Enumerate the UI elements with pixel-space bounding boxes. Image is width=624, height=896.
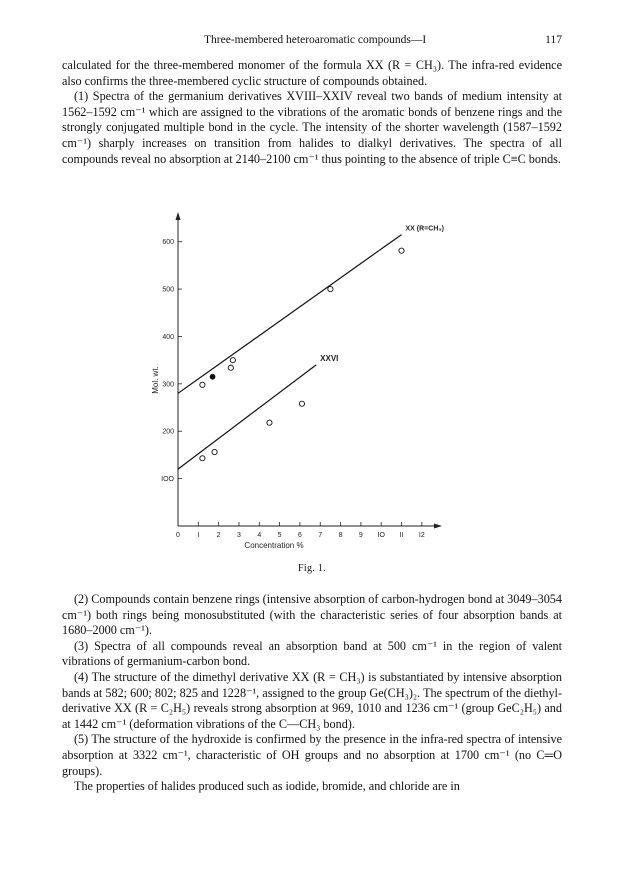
data-point	[399, 248, 404, 253]
bottom-text-block	[62, 592, 562, 795]
x-tick-label: 2	[216, 532, 221, 539]
data-point	[228, 365, 233, 370]
page-number: 117	[545, 34, 562, 46]
x-axis-label: Concentration %	[244, 541, 304, 548]
paragraph-benzene-rings: (2) Compounds contain benzene rings (intensive absorption of carbon-hydrogen bond at 3049–3054 cm⁻¹) both rings being monosubstituted (with the characteristic series of four absorption bands at 1680–2000 cm⁻¹).	[62, 592, 562, 638]
series-line	[178, 365, 316, 469]
paragraph-germanium-spectra: (1) Spectra of the germanium derivatives XVIII–XXIV reveal two bands of medium intensity at 1562–1592 cm⁻¹ which are assigned to the vibrations of the aromatic bonds of benzene rings and the strongly conjugated multiple bond in the cycle. The intensity of the shorter wavelength (1587–1592 cm⁻¹) sharply increases on transition from halides to dialkyl derivatives. The spectra of all compounds reveal no absorption at 2140–2100 cm⁻¹ thus pointing to the absence of triple C≡C bonds.	[62, 89, 562, 166]
data-point	[328, 286, 333, 291]
data-point-filled	[210, 374, 215, 379]
y-axis-label: Mol. wt.	[151, 366, 160, 394]
x-tick-label: 9	[358, 532, 363, 539]
paragraph-germanium-carbon: (3) Spectra of all compounds reveal an absorption band at 500 cm⁻¹ in the region of valent vibrations of germanium-carbon bond.	[62, 638, 562, 669]
y-tick-label: IOO	[161, 476, 174, 484]
data-point	[212, 449, 217, 454]
x-tick-label: 8	[338, 532, 343, 539]
data-point	[230, 358, 235, 363]
data-point	[200, 456, 205, 461]
y-tick-label: 400	[162, 333, 174, 341]
top-text-block	[62, 58, 562, 167]
x-tick-label: IO	[377, 532, 385, 539]
running-head-title: Three-membered heteroaromatic compounds—I	[204, 34, 427, 46]
paragraph-halides: The properties of halides produced such as iodide, bromide, and chloride are in	[74, 779, 460, 794]
y-axis-arrow	[176, 212, 181, 220]
x-tick-label: II	[399, 532, 404, 539]
x-tick-label: 7	[318, 532, 323, 539]
x-tick-label: I	[197, 532, 200, 539]
chart-ticks	[161, 239, 425, 539]
figure-caption: Fig. 1.	[298, 563, 326, 574]
x-tick-label: 0	[176, 532, 180, 539]
series-line	[178, 235, 402, 394]
x-tick-label: 4	[257, 532, 262, 539]
series-label: XXVI	[320, 353, 339, 363]
x-tick-label: 3	[237, 532, 241, 539]
y-tick-label: 300	[162, 381, 174, 389]
paragraph-hydroxide: (5) The structure of the hydroxide is confirmed by the presence in the infra-red spectra of intensive absorption at 3322 cm⁻¹, characteristic of OH groups and no absorption at 1700 cm⁻¹ (no C═O groups).	[62, 732, 562, 778]
x-tick-label: 5	[277, 532, 282, 539]
data-point	[267, 420, 272, 425]
paragraph-continuation: calculated for the three-membered monomer of the formula XX (R = CH₃). The infra-red evidence also confirms the three-membered cyclic structure of compounds obtained.	[62, 58, 562, 88]
molecular-weight-chart	[150, 208, 450, 548]
data-point	[200, 382, 205, 387]
x-axis-arrow	[434, 524, 442, 529]
y-tick-label: 500	[162, 286, 174, 294]
series-label: XX (R=CH₃)	[405, 225, 444, 233]
y-tick-label: 600	[162, 239, 174, 247]
y-tick-label: 200	[162, 428, 174, 436]
figure-1	[150, 208, 450, 548]
x-tick-label: 6	[297, 532, 302, 539]
chart-series	[178, 226, 444, 470]
paragraph-dimethyl-derivative: (4) The structure of the dimethyl derivative XX (R = CH₃) is substantiated by intensive absorption bands at 582; 600; 802; 825 and 1228⁻¹, assigned to the group Ge(CH₃)₂. The spectrum of the diethyl-derivative XX (R = C₂H₅) reveals strong absorption at 969, 1010 and 1236 cm⁻¹ (group GeC₂H₅) and at 1442 cm⁻¹ (deformation vibrations of the C—CH₃ bond).	[62, 669, 562, 731]
data-point	[299, 401, 304, 406]
x-tick-label: I2	[418, 532, 425, 539]
